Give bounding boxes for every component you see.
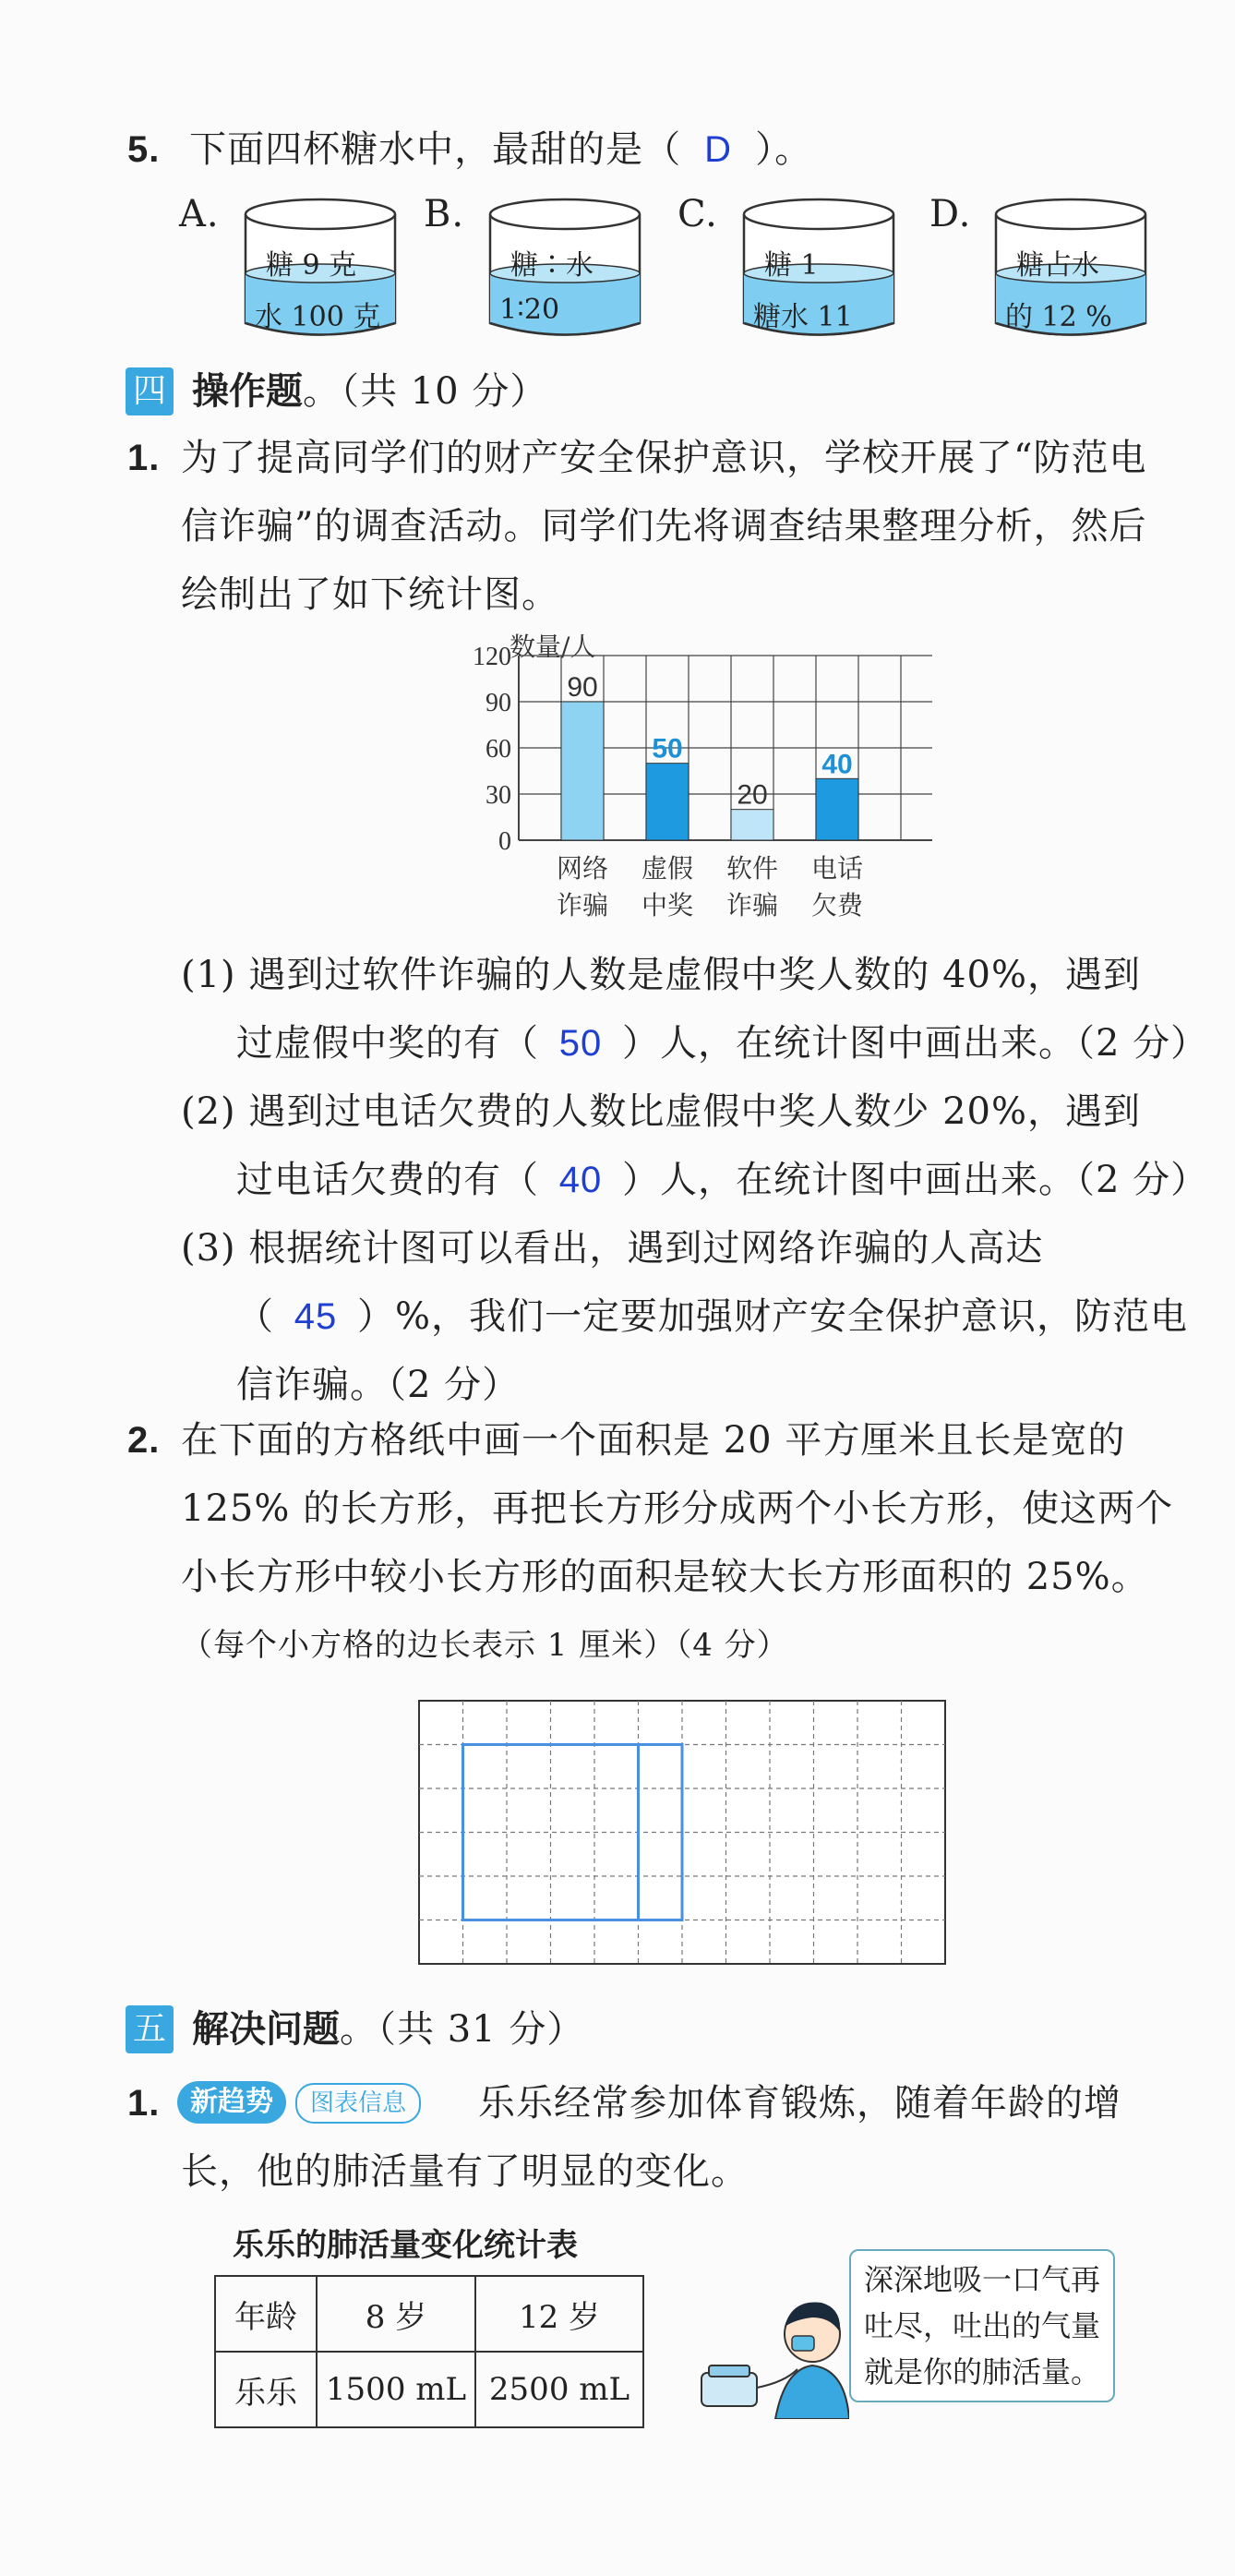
x-tick-label: 欠费 — [810, 890, 864, 921]
section4-badge: 四 — [126, 367, 174, 415]
data-label: 90 — [567, 672, 598, 703]
q4-1-sub1-pre: 过虚假中奖的有（ — [236, 1022, 539, 1065]
table-cell: 1500 mL — [317, 2352, 475, 2427]
q4-1-sub2-post: ）人，在统计图中画出来。（2 分） — [622, 1159, 1209, 1201]
data-label: 20 — [737, 779, 768, 811]
q5-1-line1: 乐乐经常参加体育锻炼，随着年龄的增 — [478, 2082, 1121, 2125]
q4-2-line4: （每个小方格的边长表示 1 厘米）（4 分） — [181, 1627, 789, 1664]
x-tick-label: 电话 — [810, 853, 864, 884]
q4-1-sub2-answer: 40 — [558, 1160, 603, 1200]
y-tick-label: 90 — [486, 689, 511, 717]
y-tick-label: 30 — [486, 781, 511, 810]
q4-1-sub1-post: ）人，在统计图中画出来。（2 分） — [622, 1022, 1209, 1065]
cup-bottom-label: 糖水 11 — [753, 301, 853, 333]
option-letter: C. — [677, 193, 718, 235]
cup-top-label: 糖占水 — [1016, 249, 1099, 282]
q5-close: ）。 — [755, 128, 813, 171]
bubble-line: 就是你的肺活量。 — [864, 2354, 1101, 2389]
option-letter: D. — [929, 193, 972, 235]
table-row — [215, 2276, 643, 2352]
q5-1-line2: 长，他的肺活量有了明显的变化。 — [181, 2150, 749, 2193]
cup-top-label: 糖 9 克 — [266, 249, 357, 282]
x-tick-label: 诈骗 — [725, 890, 779, 921]
q4-1-sub1-answer: 50 — [558, 1023, 603, 1064]
q5-line — [127, 128, 813, 171]
section5-score: 。（共 31 分） — [340, 2008, 585, 2051]
q4-2-number: 2. — [127, 1420, 161, 1461]
table-cell: 2500 mL — [475, 2352, 643, 2427]
boy-spirometer-illustration — [683, 2281, 849, 2419]
q5-1-number: 1. — [127, 2083, 161, 2124]
x-tick-label: 软件 — [725, 853, 779, 884]
y-tick-label: 0 — [498, 827, 511, 856]
q5-number: 5. — [127, 129, 161, 170]
x-tick-label: 网络 — [556, 853, 609, 884]
q4-1-sub3-line2 — [236, 1295, 1189, 1338]
tag-new-trend: 新趋势 — [177, 2081, 286, 2124]
section4-score: 。（共 10 分） — [303, 370, 548, 413]
q4-1-sub3-post: ）%，我们一定要加强财产安全保护意识，防范电 — [357, 1295, 1189, 1338]
q5-text: 下面四杯糖水中，最甜的是（ — [189, 128, 682, 171]
q4-1-sub1-line2 — [236, 1022, 1209, 1065]
option-letter: A. — [179, 193, 220, 235]
q4-2-line3: 小长方形中较小长方形的面积是较大长方形面积的 25%。 — [181, 1556, 1149, 1598]
lung-capacity-table — [214, 2275, 644, 2428]
section4-header — [192, 367, 547, 423]
speech-bubble — [849, 2249, 1115, 2402]
q4-1-line2: 信诈骗”的调查活动。同学们先将调查结果整理分析，然后 — [181, 505, 1147, 548]
x-tick-label: 虚假 — [641, 853, 694, 884]
q4-1-sub1-line1: (1) 遇到过软件诈骗的人数是虚假中奖人数的 40%，遇到 — [181, 954, 1141, 996]
y-tick-label: 120 — [473, 643, 511, 671]
bar — [646, 764, 689, 840]
option-letter: B. — [424, 193, 465, 235]
bar — [561, 702, 604, 840]
table-row — [215, 2352, 643, 2427]
bubble-line: 深深地吸一口气再 — [864, 2262, 1101, 2297]
q4-1-sub2-line2 — [236, 1159, 1209, 1201]
table-title: 乐乐的肺活量变化统计表 — [233, 2227, 578, 2264]
q4-2-line2: 125% 的长方形，再把长方形分成两个小长方形，使这两个 — [181, 1487, 1174, 1530]
q4-1-sub2-line1: (2) 遇到过电话欠费的人数比虚假中奖人数少 20%，遇到 — [181, 1090, 1141, 1133]
q5-answer: D — [704, 129, 733, 170]
y-axis-label: 数量/人 — [510, 632, 596, 662]
q4-1-sub3-line3: 信诈骗。（2 分） — [236, 1364, 521, 1406]
data-label: 40 — [821, 749, 853, 780]
cup-bottom-label: 的 12 % — [1005, 301, 1112, 333]
table-cell: 12 岁 — [475, 2276, 643, 2352]
bubble-line: 吐尽，吐出的气量 — [864, 2308, 1101, 2343]
y-tick-label: 60 — [486, 735, 511, 764]
section5-title: 解决问题 — [192, 2008, 340, 2051]
q4-1-number: 1. — [127, 438, 161, 478]
q4-1-line3: 绘制出了如下统计图。 — [181, 573, 559, 616]
cup-top-label: 糖 1 — [764, 249, 819, 282]
q4-1-sub3-pre: （ — [236, 1295, 274, 1338]
q4-2-line1: 在下面的方格纸中画一个面积是 20 平方厘米且长是宽的 — [181, 1419, 1126, 1462]
bar — [816, 778, 858, 840]
x-tick-label: 中奖 — [641, 890, 694, 921]
bar-chart — [434, 628, 932, 942]
table-cell: 8 岁 — [317, 2276, 475, 2352]
cup-bottom-label: 1∶20 — [499, 294, 560, 326]
x-tick-label: 诈骗 — [556, 890, 609, 921]
section5-badge: 五 — [126, 2005, 174, 2053]
table-cell: 年龄 — [215, 2276, 317, 2352]
table-cell: 乐乐 — [215, 2352, 317, 2427]
cup-top-label: 糖∶水 — [510, 249, 594, 282]
tag-chart-info: 图表信息 — [295, 2083, 421, 2124]
cup-bottom-label: 水 100 克 — [255, 301, 381, 333]
q4-1-sub3-answer: 45 — [294, 1296, 338, 1337]
data-label: 50 — [652, 733, 683, 764]
section5-header — [192, 2005, 584, 2061]
section4-title: 操作题 — [192, 370, 303, 413]
q4-1-sub2-pre: 过电话欠费的有（ — [236, 1159, 539, 1201]
bar — [731, 810, 773, 840]
grid-paper — [415, 1697, 951, 1965]
q4-1-line1: 为了提高同学们的财产安全保护意识，学校开展了“防范电 — [181, 437, 1147, 479]
q4-1-sub3-line1: (3) 根据统计图可以看出，遇到过网络诈骗的人高达 — [181, 1227, 1044, 1270]
